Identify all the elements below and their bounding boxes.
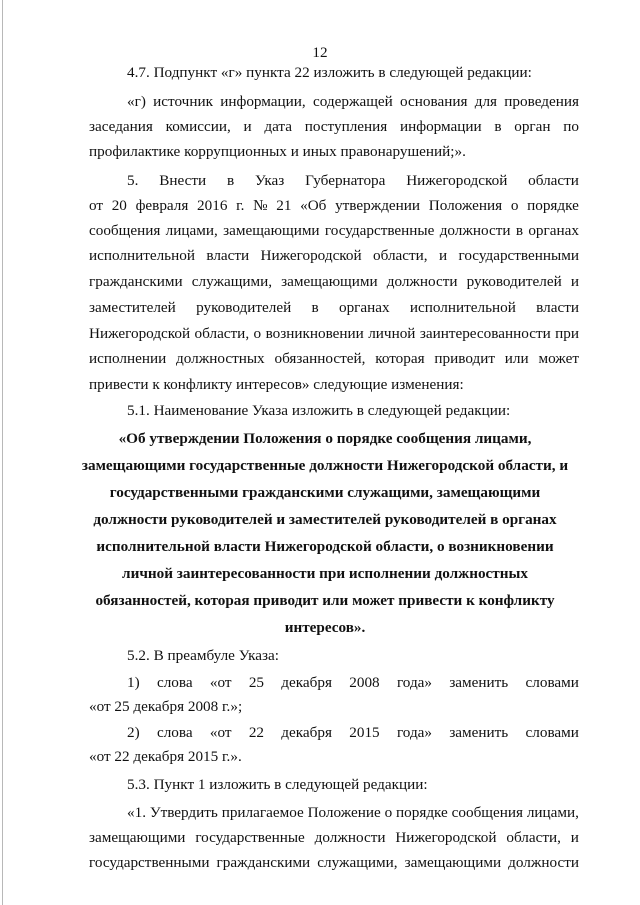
- word: и: [570, 273, 579, 290]
- text-line: 5.1. Наименование Указа изложить в следующей редакции:: [127, 402, 511, 419]
- word: исполнительной: [409, 299, 516, 316]
- scan-edge-line: [2, 0, 3, 905]
- bold-title-line: обязанностей, которая приводит или может привести к конфликту: [95, 592, 555, 609]
- text-line: [89, 297, 579, 319]
- word: может: [538, 350, 579, 367]
- word: органах: [528, 222, 579, 239]
- word: исполнительной: [89, 247, 195, 264]
- word: прилагаемое: [221, 804, 304, 821]
- bold-title-line: исполнительной власти Нижегородской области, о возникновении: [96, 538, 554, 555]
- word: в: [311, 299, 319, 316]
- word: поступления: [304, 118, 388, 135]
- word: органах: [338, 299, 390, 316]
- word: служащими,: [191, 273, 273, 290]
- text-line: «от 22 декабря 2015 г.».: [89, 748, 242, 765]
- word: заседания: [89, 118, 153, 135]
- word: руководителей: [466, 273, 562, 290]
- word: государственными: [89, 854, 210, 871]
- word: порядке: [527, 197, 579, 214]
- text-line: [89, 271, 579, 293]
- text-line: [127, 170, 579, 192]
- word: руководителей: [196, 299, 292, 316]
- word: 2): [127, 724, 140, 741]
- word: возникновении: [265, 325, 364, 342]
- word: должностных: [176, 350, 265, 367]
- word: и: [570, 829, 579, 846]
- word: замещающими: [223, 222, 320, 239]
- word: «г): [127, 93, 146, 110]
- text-line: [89, 195, 579, 217]
- word: 5.: [127, 172, 139, 189]
- word: Губернатора: [305, 172, 386, 189]
- word: в: [515, 222, 523, 239]
- word: сообщения: [89, 222, 161, 239]
- text-line: [89, 245, 579, 267]
- word: слова: [156, 724, 193, 741]
- word: слова: [156, 674, 193, 691]
- text-line: [89, 323, 579, 345]
- word: и: [438, 247, 448, 264]
- word: должности: [439, 222, 511, 239]
- word: 21: [276, 197, 292, 214]
- word: служащими,: [317, 854, 398, 871]
- word: декабря: [281, 724, 332, 741]
- text-line: [89, 220, 579, 242]
- word: или: [504, 350, 529, 367]
- word: заместителей: [89, 299, 176, 316]
- text-line: 5.2. В преамбуле Указа:: [127, 647, 279, 664]
- word: должности: [386, 273, 458, 290]
- bold-title-line: «Об утверждении Положения о порядке сообщения лицами,: [118, 430, 532, 447]
- word: в: [226, 172, 235, 189]
- word: Положения: [428, 197, 503, 214]
- word: словами: [525, 674, 579, 691]
- word: Утвердить: [149, 804, 218, 821]
- word: о: [510, 197, 519, 214]
- word: Положение: [307, 804, 381, 821]
- word: Нижегородской: [395, 829, 497, 846]
- word: области: [528, 172, 579, 189]
- word: «от: [209, 674, 232, 691]
- word: проведения: [504, 93, 579, 110]
- word: 25: [248, 674, 264, 691]
- word: власти: [536, 299, 579, 316]
- word: которая: [375, 350, 425, 367]
- word: утверждении: [335, 197, 421, 214]
- word: порядке: [396, 804, 448, 821]
- word: личной: [368, 325, 416, 342]
- word: орган: [514, 118, 551, 135]
- word: государственными: [458, 247, 579, 264]
- text-line: 5.3. Пункт 1 изложить в следующей редакции:: [127, 776, 428, 793]
- word: государственные: [195, 829, 305, 846]
- bold-title-line: личной заинтересованности при исполнении должностных: [122, 565, 528, 582]
- text-line: [127, 722, 579, 744]
- word: Внести: [159, 172, 207, 189]
- word: при: [555, 325, 579, 342]
- text-line: [127, 802, 579, 824]
- word: должности: [314, 829, 386, 846]
- word: информации,: [220, 93, 306, 110]
- word: заменить: [449, 724, 509, 741]
- bold-title-line: замещающими государственные должности Нижегородской области, и: [81, 457, 569, 474]
- word: заменить: [449, 674, 509, 691]
- word: должности: [508, 854, 579, 871]
- bold-title-line: государственными гражданскими служащими, замещающими: [109, 484, 541, 501]
- word: №: [253, 197, 268, 214]
- word: о: [384, 804, 393, 821]
- word: по: [563, 118, 579, 135]
- word: «Об: [300, 197, 327, 214]
- word: замещающими: [281, 273, 378, 290]
- word: словами: [525, 724, 579, 741]
- word: замещающими: [89, 829, 186, 846]
- word: в: [494, 118, 502, 135]
- word: февраля: [135, 197, 189, 214]
- word: государственные: [324, 222, 435, 239]
- text-line: [89, 827, 579, 849]
- word: обязанностей,: [274, 350, 366, 367]
- word: Нижегородской: [260, 247, 362, 264]
- text-line: 4.7. Подпункт «г» пункта 22 изложить в следующей редакции:: [127, 64, 532, 81]
- word: замещающими: [404, 854, 502, 871]
- bold-title-line: интересов».: [284, 619, 366, 636]
- word: исполнении: [89, 350, 167, 367]
- word: о: [253, 325, 262, 342]
- word: основания: [400, 93, 468, 110]
- word: источник: [153, 93, 213, 110]
- word: содержащей: [313, 93, 393, 110]
- word: года»: [396, 724, 433, 741]
- word: 2008: [349, 674, 380, 691]
- word: декабря: [281, 674, 332, 691]
- word: г.: [236, 197, 245, 214]
- text-line: профилактике коррупционных и иных правонарушений;».: [89, 143, 466, 160]
- word: от: [89, 197, 104, 214]
- word: 2015: [349, 724, 380, 741]
- word: дата: [264, 118, 292, 135]
- word: «от: [209, 724, 232, 741]
- word: Нижегородской: [89, 325, 191, 342]
- word: лицами,: [165, 222, 218, 239]
- text-line: [89, 116, 579, 138]
- word: Указ: [254, 172, 285, 189]
- word: гражданскими: [89, 273, 183, 290]
- bold-title-line: должности руководителей и заместителей руководителей в органах: [93, 511, 557, 528]
- word: власти: [206, 247, 250, 264]
- word: Нижегородской: [406, 172, 508, 189]
- text-line: привести к конфликту интересов» следующие изменения:: [89, 376, 464, 393]
- word: «1.: [127, 804, 146, 821]
- text-line: [127, 91, 579, 113]
- word: 1): [127, 674, 140, 691]
- word: для: [474, 93, 498, 110]
- word: года»: [396, 674, 433, 691]
- word: комиссии,: [165, 118, 231, 135]
- text-line: [89, 852, 579, 874]
- word: 20: [111, 197, 127, 214]
- word: 2016: [197, 197, 228, 214]
- word: информации: [399, 118, 482, 135]
- word: области,: [194, 325, 250, 342]
- page-number: 12: [312, 44, 328, 61]
- word: заинтересованности: [419, 325, 551, 342]
- word: и: [243, 118, 252, 135]
- word: сообщения: [451, 804, 523, 821]
- text-line: [127, 672, 579, 694]
- word: лицами,: [526, 804, 579, 821]
- word: области,: [373, 247, 428, 264]
- text-line: [89, 348, 579, 370]
- word: области,: [506, 829, 561, 846]
- word: гражданскими: [216, 854, 311, 871]
- text-line: «от 25 декабря 2008 г.»;: [89, 698, 243, 715]
- word: 22: [248, 724, 264, 741]
- word: приводит: [434, 350, 495, 367]
